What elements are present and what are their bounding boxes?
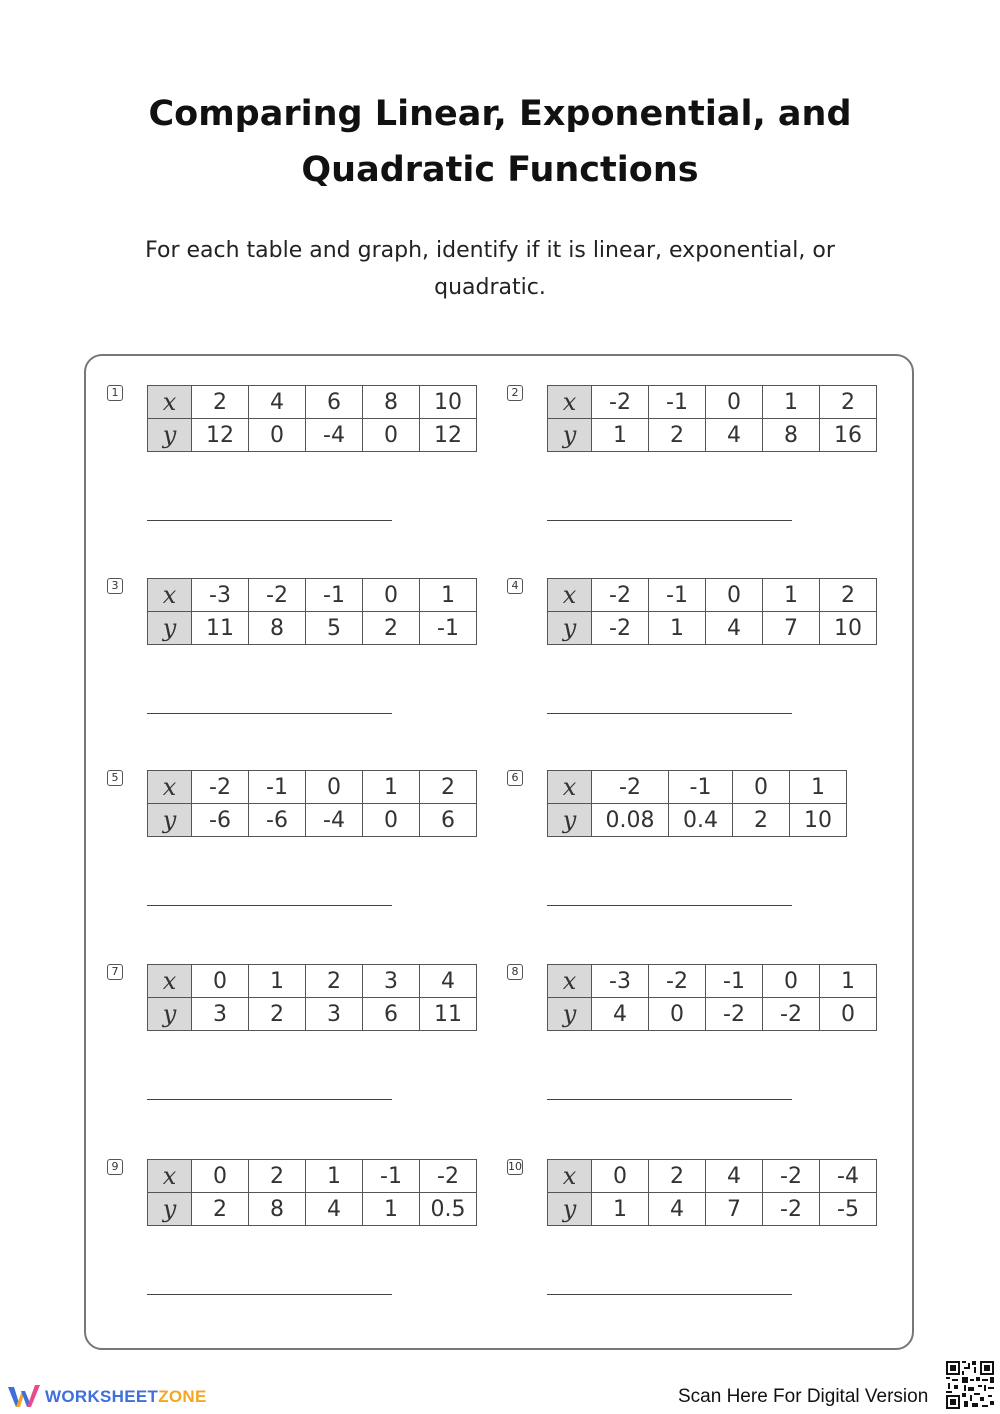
qr-code-icon[interactable] xyxy=(946,1361,994,1409)
table-cell: -2 xyxy=(420,1160,477,1193)
table-cell: 1 xyxy=(363,1193,420,1226)
table-cell: -1 xyxy=(420,612,477,645)
table-cell: 4 xyxy=(420,965,477,998)
table-cell: 1 xyxy=(820,965,877,998)
table-row-y xyxy=(548,804,847,837)
table-cell: -1 xyxy=(649,386,706,419)
table-cell: -1 xyxy=(363,1160,420,1193)
problem-10 xyxy=(507,1159,907,1349)
problem-number: 6 xyxy=(507,770,523,786)
problem-3 xyxy=(107,578,507,768)
problem-4 xyxy=(507,578,907,768)
scan-text: Scan Here For Digital Version xyxy=(678,1386,929,1407)
table-row-x xyxy=(548,965,877,998)
function-table xyxy=(547,964,877,1031)
row-label-y: y xyxy=(548,804,592,837)
table-cell: 2 xyxy=(649,1160,706,1193)
function-table xyxy=(147,578,477,645)
table-row-y xyxy=(148,998,477,1031)
table-cell: -1 xyxy=(706,965,763,998)
table-cell: 4 xyxy=(249,386,306,419)
problem-2 xyxy=(507,385,907,575)
table-cell: 10 xyxy=(420,386,477,419)
table-cell: 12 xyxy=(420,419,477,452)
answer-line[interactable] xyxy=(547,905,792,906)
table-cell: 5 xyxy=(306,612,363,645)
function-table xyxy=(147,385,477,452)
table-cell: -4 xyxy=(306,804,363,837)
row-label-y: y xyxy=(148,612,192,645)
table-cell: -6 xyxy=(192,804,249,837)
table-cell: 1 xyxy=(790,771,847,804)
table-cell: 12 xyxy=(192,419,249,452)
problem-8 xyxy=(507,964,907,1154)
answer-line[interactable] xyxy=(547,713,792,714)
table-cell: -4 xyxy=(306,419,363,452)
table-cell: 11 xyxy=(192,612,249,645)
row-label-y: y xyxy=(548,612,592,645)
table-cell: 6 xyxy=(363,998,420,1031)
table-row-x xyxy=(148,965,477,998)
table-cell: 2 xyxy=(363,612,420,645)
table-cell: -2 xyxy=(763,998,820,1031)
table-cell: 0 xyxy=(363,419,420,452)
table-cell: -1 xyxy=(306,579,363,612)
problem-number: 1 xyxy=(107,385,123,401)
table-cell: -2 xyxy=(706,998,763,1031)
problem-7 xyxy=(107,964,507,1154)
brand-part-1: WORKSHEET xyxy=(45,1387,159,1406)
table-cell: 8 xyxy=(763,419,820,452)
table-row-x xyxy=(548,1160,877,1193)
table-cell: -2 xyxy=(763,1193,820,1226)
answer-line[interactable] xyxy=(147,520,392,521)
problem-number: 10 xyxy=(508,1160,522,1173)
table-cell: 0 xyxy=(592,1160,649,1193)
table-cell: 0 xyxy=(363,804,420,837)
row-label-x: x xyxy=(148,579,192,612)
table-cell: 4 xyxy=(706,612,763,645)
table-row-y xyxy=(548,612,877,645)
table-row-y xyxy=(148,804,477,837)
row-label-x: x xyxy=(148,771,192,804)
table-row-x xyxy=(548,386,877,419)
row-label-y: y xyxy=(148,1193,192,1226)
table-cell: 2 xyxy=(192,1193,249,1226)
table-cell: -5 xyxy=(820,1193,877,1226)
table-cell: -2 xyxy=(592,612,649,645)
table-row-x xyxy=(148,579,477,612)
table-row-x xyxy=(548,771,847,804)
brand-part-2: ZONE xyxy=(158,1387,207,1406)
table-cell: 0 xyxy=(706,386,763,419)
table-cell: 2 xyxy=(820,579,877,612)
row-label-y: y xyxy=(148,998,192,1031)
table-row-x xyxy=(148,1160,477,1193)
table-cell: 1 xyxy=(763,386,820,419)
table-row-y xyxy=(548,419,877,452)
function-table xyxy=(147,770,477,837)
table-cell: 7 xyxy=(763,612,820,645)
table-cell: -2 xyxy=(249,579,306,612)
table-cell: 2 xyxy=(649,419,706,452)
table-row-y xyxy=(548,998,877,1031)
answer-line[interactable] xyxy=(547,1294,792,1295)
table-cell: 8 xyxy=(249,612,306,645)
table-cell: 1 xyxy=(363,771,420,804)
table-cell: 1 xyxy=(592,1193,649,1226)
table-cell: 11 xyxy=(420,998,477,1031)
table-row-x xyxy=(548,579,877,612)
answer-line[interactable] xyxy=(547,1099,792,1100)
worksheetzone-logo xyxy=(8,1384,207,1410)
table-cell: 8 xyxy=(363,386,420,419)
table-row-y xyxy=(548,1193,877,1226)
row-label-y: y xyxy=(548,998,592,1031)
table-cell: 0 xyxy=(192,965,249,998)
table-row-y xyxy=(148,419,477,452)
answer-line[interactable] xyxy=(147,713,392,714)
row-label-x: x xyxy=(548,771,592,804)
table-cell: 2 xyxy=(733,804,790,837)
problem-number: 2 xyxy=(507,385,523,401)
table-cell: 1 xyxy=(592,419,649,452)
table-cell: -1 xyxy=(249,771,306,804)
answer-line[interactable] xyxy=(147,1099,392,1100)
brand-name xyxy=(45,1387,207,1407)
row-label-y: y xyxy=(548,1193,592,1226)
table-cell: 1 xyxy=(763,579,820,612)
table-cell: 0 xyxy=(706,579,763,612)
function-table xyxy=(147,1159,477,1226)
table-cell: 0.08 xyxy=(592,804,669,837)
table-cell: -3 xyxy=(192,579,249,612)
table-cell: 4 xyxy=(306,1193,363,1226)
table-cell: 2 xyxy=(420,771,477,804)
row-label-x: x xyxy=(148,965,192,998)
row-label-y: y xyxy=(548,419,592,452)
answer-line[interactable] xyxy=(147,1294,392,1295)
instructions: For each table and graph, identify if it is linear, exponential, or quadratic. xyxy=(145,238,835,300)
table-cell: 0 xyxy=(733,771,790,804)
table-cell: -2 xyxy=(649,965,706,998)
table-cell: 0 xyxy=(306,771,363,804)
problem-number: 4 xyxy=(507,578,523,594)
worksheet-title xyxy=(0,86,1000,198)
row-label-x: x xyxy=(548,965,592,998)
table-row-y xyxy=(148,1193,477,1226)
title-line-1: Comparing Linear, Exponential, and xyxy=(148,94,852,134)
row-label-y: y xyxy=(148,804,192,837)
problem-number: 5 xyxy=(107,770,123,786)
problem-5 xyxy=(107,770,507,960)
table-cell: 2 xyxy=(249,998,306,1031)
table-cell: -2 xyxy=(592,771,669,804)
row-label-x: x xyxy=(548,386,592,419)
function-table xyxy=(547,770,847,837)
table-cell: 4 xyxy=(592,998,649,1031)
table-cell: 4 xyxy=(706,1160,763,1193)
table-cell: 0 xyxy=(820,998,877,1031)
table-cell: 4 xyxy=(706,419,763,452)
function-table xyxy=(147,964,477,1031)
row-label-x: x xyxy=(548,579,592,612)
table-cell: 16 xyxy=(820,419,877,452)
function-table xyxy=(547,1159,877,1226)
function-table xyxy=(547,385,877,452)
row-label-x: x xyxy=(548,1160,592,1193)
table-row-x xyxy=(148,386,477,419)
table-cell: 3 xyxy=(363,965,420,998)
table-cell: 1 xyxy=(420,579,477,612)
table-row-x xyxy=(148,771,477,804)
table-cell: -2 xyxy=(592,386,649,419)
table-cell: -3 xyxy=(592,965,649,998)
table-cell: 2 xyxy=(249,1160,306,1193)
table-cell: -2 xyxy=(192,771,249,804)
problem-9 xyxy=(107,1159,507,1349)
table-cell: 3 xyxy=(192,998,249,1031)
answer-line[interactable] xyxy=(147,905,392,906)
table-cell: 0 xyxy=(363,579,420,612)
problem-1 xyxy=(107,385,507,575)
table-cell: -2 xyxy=(763,1160,820,1193)
title-line-2: Quadratic Functions xyxy=(301,150,699,190)
table-cell: 0.4 xyxy=(669,804,733,837)
table-cell: 6 xyxy=(306,386,363,419)
problem-number: 9 xyxy=(107,1159,123,1175)
problem-number: 7 xyxy=(107,964,123,980)
table-cell: 8 xyxy=(249,1193,306,1226)
table-cell: 2 xyxy=(306,965,363,998)
problem-number: 8 xyxy=(507,964,523,980)
table-cell: 0 xyxy=(649,998,706,1031)
table-cell: -1 xyxy=(649,579,706,612)
table-cell: 10 xyxy=(820,612,877,645)
function-table xyxy=(547,578,877,645)
table-cell: 6 xyxy=(420,804,477,837)
table-cell: 0 xyxy=(763,965,820,998)
table-cell: 1 xyxy=(306,1160,363,1193)
problem-6 xyxy=(507,770,907,960)
table-cell: -6 xyxy=(249,804,306,837)
worksheetzone-logo-icon xyxy=(8,1385,42,1409)
table-cell: 4 xyxy=(649,1193,706,1226)
table-cell: 0.5 xyxy=(420,1193,477,1226)
row-label-x: x xyxy=(148,386,192,419)
table-cell: 1 xyxy=(249,965,306,998)
table-cell: 7 xyxy=(706,1193,763,1226)
table-cell: 0 xyxy=(249,419,306,452)
table-cell: 1 xyxy=(649,612,706,645)
row-label-x: x xyxy=(148,1160,192,1193)
table-cell: 3 xyxy=(306,998,363,1031)
table-cell: 10 xyxy=(790,804,847,837)
answer-line[interactable] xyxy=(547,520,792,521)
table-cell: -2 xyxy=(592,579,649,612)
table-row-y xyxy=(148,612,477,645)
table-cell: 0 xyxy=(192,1160,249,1193)
row-label-y: y xyxy=(148,419,192,452)
problem-number: 3 xyxy=(107,578,123,594)
table-cell: -4 xyxy=(820,1160,877,1193)
table-cell: 2 xyxy=(192,386,249,419)
table-cell: -1 xyxy=(669,771,733,804)
table-cell: 2 xyxy=(820,386,877,419)
